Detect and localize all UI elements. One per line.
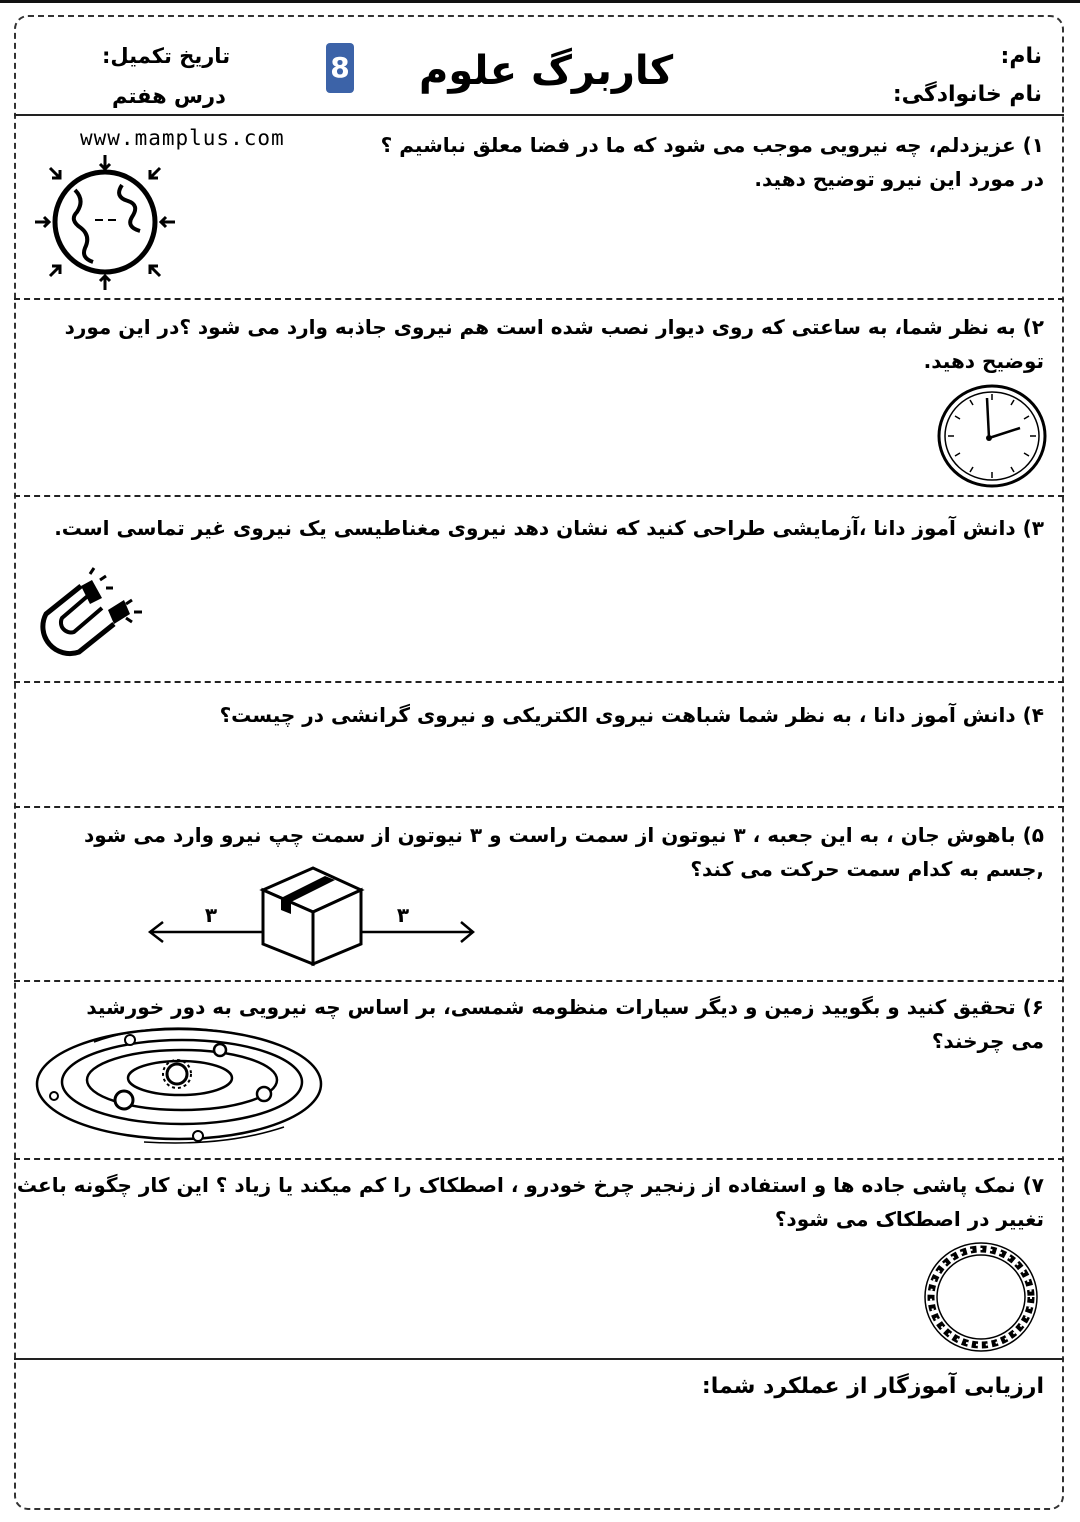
family-label: نام خانوادگی:	[892, 82, 1042, 107]
question-3-line-1: ۳) دانش آموز دانا ،آزمایشی طراحی کنید که نشان دهد نیروی مغناطیسی یک نیروی غیر تماسی است.	[54, 516, 1044, 540]
earth-gravity-icon	[30, 150, 180, 300]
separator-1	[14, 298, 1064, 300]
question-6-line-1: ۶) تحقیق کنید و بگویید زمین و دیگر سیارات منظومه شمسی، بر اساس چه نیرویی به دور خورشید	[86, 995, 1044, 1019]
question-2-line-2: توضیح دهید.	[923, 349, 1044, 373]
question-2	[65, 310, 1044, 378]
tire-chain-icon	[922, 1242, 1040, 1352]
question-5-line-2: ,جسم به کدام سمت حرکت می کند؟	[690, 857, 1044, 881]
question-4	[220, 698, 1044, 732]
question-5-line-1: ۵) باهوش جان ، به این جعبه ، ۳ نیوتون از سمت راست و ۳ نیوتون از سمت چپ نیرو وارد می شود	[83, 823, 1044, 847]
header-separator	[14, 114, 1064, 116]
worksheet-header	[14, 40, 1064, 115]
watermark-url: www.mamplus.com	[80, 126, 285, 150]
worksheet-title: کاربرگ علوم	[419, 48, 674, 94]
horseshoe-magnet-icon	[34, 566, 154, 678]
lesson-label: درس هفتم	[112, 84, 226, 108]
question-7-line-1: ۷) نمک پاشی جاده ها و استفاده از زنجیر چرخ خودرو ، اصطکاک را کم میکند یا زیاد ؟ این کار چگونه باعث	[16, 1173, 1044, 1197]
name-label: نام:	[1000, 44, 1042, 69]
question-6-line-2: می چرخند؟	[931, 1029, 1044, 1053]
separator-7	[14, 1358, 1064, 1360]
question-1-line-2: در مورد این نیرو توضیح دهید.	[754, 167, 1044, 191]
grade-badge: 8	[326, 43, 354, 93]
question-7	[17, 1168, 1044, 1236]
separator-2	[14, 495, 1064, 497]
question-1-line-1: ۱) عزیزدلم، چه نیرویی موجب می شود که ما در فضا معلق نباشیم ؟	[380, 133, 1044, 157]
teacher-evaluation-label: ارزیابی آموزگار از عملکرد شما:	[701, 1374, 1044, 1399]
wall-clock-icon	[934, 382, 1052, 490]
box-forces-diagram	[145, 860, 480, 970]
right-force-label: ۳	[396, 903, 410, 927]
separator-5	[14, 980, 1064, 982]
completion-date-label: تاریخ تکمیل:	[102, 44, 231, 68]
question-2-line-1: ۲) به نظر شما، به ساعتی که روی دیوار نصب شده است هم نیروی جاذبه وارد می شود ؟در این مورد	[64, 315, 1044, 339]
separator-6	[14, 1158, 1064, 1160]
left-force-label: ۳	[204, 903, 218, 927]
solar-system-icon	[34, 1022, 334, 1150]
separator-4	[14, 806, 1064, 808]
question-3	[54, 511, 1044, 545]
question-4-line-1: ۴) دانش آموز دانا ، به نظر شما شباهت نیروی الکتریکی و نیروی گرانشی در چیست؟	[219, 703, 1044, 727]
question-1	[381, 128, 1044, 196]
question-7-line-2: تغییر در اصطکاک می شود؟	[774, 1207, 1044, 1231]
separator-3	[14, 681, 1064, 683]
top-border-line	[0, 0, 1080, 3]
